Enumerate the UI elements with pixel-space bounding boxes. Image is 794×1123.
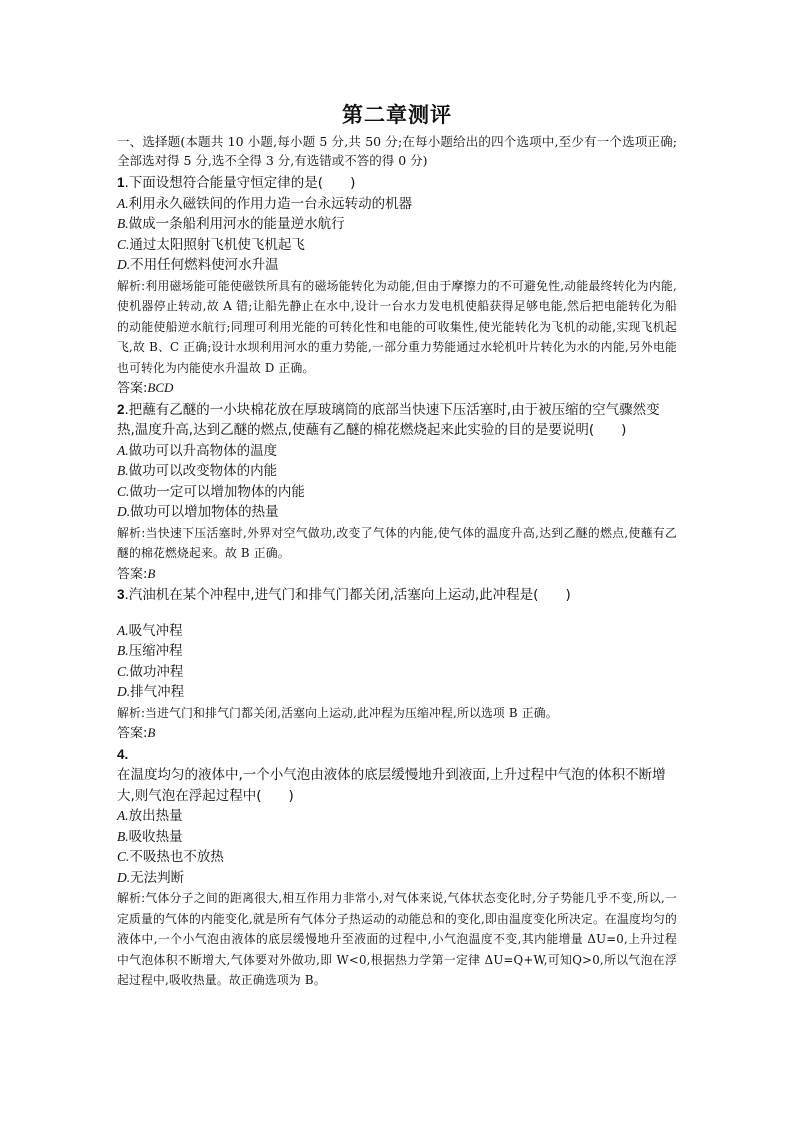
option-letter: A. [117, 195, 129, 211]
option-text: 做功冲程 [129, 663, 184, 680]
analysis [117, 703, 677, 724]
answer-label: 答案: [117, 381, 148, 396]
spacer [117, 606, 677, 621]
option-c [117, 847, 677, 868]
option-text: 做功可以升高物体的温度 [128, 442, 278, 459]
option-letter: C. [117, 236, 130, 252]
option-a [117, 806, 677, 827]
option-letter: C. [117, 849, 130, 864]
question-number: 4 [117, 746, 125, 762]
question-text: .汽油机在某个冲程中,进气门和排气门都关闭,活塞向上运动,此冲程是( ) [124, 587, 571, 603]
option-c [117, 235, 677, 256]
analysis-label: 解析: [117, 525, 146, 540]
option-a [117, 194, 677, 215]
option-b [117, 214, 677, 235]
option-text: 利用永久磁铁间的作用力造一台永远转动的机器 [128, 195, 413, 212]
option-letter: D. [117, 869, 131, 885]
answer-value: B [147, 725, 156, 740]
option-text: 做功可以改变物体的内能 [128, 463, 278, 479]
option-letter: C. [117, 483, 130, 499]
option-letter: A. [117, 808, 129, 823]
answer [117, 378, 677, 400]
option-b [117, 827, 677, 848]
analysis-label: 解析: [117, 278, 146, 293]
option-letter: B. [117, 216, 129, 231]
question-number-line [117, 745, 677, 766]
option-letter: B. [117, 643, 129, 658]
page-title: 第二章测评 [342, 103, 452, 127]
option-text: 不用任何燃料使河水升温 [130, 257, 279, 273]
option-d [117, 868, 677, 889]
question-number-suffix: . [124, 746, 129, 762]
option-text: 吸气冲程 [128, 622, 183, 639]
question-4 [117, 745, 677, 991]
question-text: .下面设想符合能量守恒定律的是( ) [124, 175, 356, 191]
option-text: 通过太阳照射飞机使飞机起飞 [129, 236, 305, 253]
option-text: 做功可以增加物体的热量 [130, 504, 279, 520]
option-a [117, 441, 677, 462]
analysis-text: 当进气门和排气门都关闭,活塞向上运动,此冲程为压缩冲程,所以选项 B 正确。 [145, 705, 558, 720]
option-text: 做成一条船利用河水的能量逆水航行 [128, 216, 345, 232]
option-a [117, 621, 677, 642]
option-letter: B. [117, 828, 129, 844]
option-d [117, 255, 677, 276]
question-stem [117, 173, 677, 194]
option-letter: C. [117, 663, 130, 679]
analysis [117, 888, 677, 991]
question-text: 在温度均匀的液体中,一个小气泡由液体的底层缓慢地升到液面,上升过程中气泡的体积不断增大,则气泡在浮起过程中( ) [117, 767, 666, 804]
option-text: 无法判断 [130, 869, 185, 886]
question-stem [117, 585, 677, 606]
answer-value: BCD [147, 380, 174, 395]
question-number: 2 [117, 401, 125, 417]
option-letter: D. [117, 504, 131, 519]
analysis-text: 利用磁场能可能使磁铁所具有的磁场能转化为动能,但由于摩擦力的不可避免性,动能最终转化为内能,使机器停止转动,故 A 错;让船先静止在水中,设计一台水力发电机使船获得足够电能,然后把电能转化为船的动能使船逆水航行;同理可利用光能的可转化性和电能的可收集性,使光能转化为飞机的动能,实现飞机起飞,故 B、C 正确;设计水坝利用河水的重力势能,一部分重力势能通过水轮机叶片转化为水的内能,另外电能也可转化为内能使水升温故 D 正确。 [117, 278, 678, 375]
question-2 [117, 400, 677, 586]
option-letter: D. [117, 257, 131, 272]
option-letter: A. [117, 442, 129, 458]
option-text: 排气冲程 [130, 684, 185, 700]
option-d [117, 502, 677, 523]
option-c [117, 662, 677, 683]
question-3 [117, 585, 677, 745]
option-letter: B. [117, 463, 129, 478]
question-1 [117, 173, 677, 400]
answer [117, 723, 677, 745]
option-text: 放出热量 [128, 808, 183, 824]
option-b [117, 461, 677, 482]
answer-label: 答案: [117, 566, 148, 582]
analysis [117, 523, 677, 564]
question-stem [117, 400, 677, 441]
analysis-label: 解析: [117, 705, 146, 720]
analysis-text: 气体分子之间的距离很大,相互作用力非常小,对气体来说,气体状态变化时,分子势能几乎不变,所以,一定质量的气体的内能变化,就是所有气体分子热运动的动能总和的变化,即由温度变化所决定。在温度均匀的液体中,一个小气泡由液体的底层缓慢地升至液面的过程中,小气泡温度不变,其内能增量 ΔU=0,上升过程中气泡体积不断增大,气体要对外做功,即 W<0,根据热力学第一定律 ΔU=Q+W,可知Q>0,所以气泡在浮起过程中,吸收热量。故正确选项为 B。 [117, 891, 677, 987]
analysis-text: 当快速下压活塞时,外界对空气做功,改变了气体的内能,使气体的温度升高,达到乙醚的燃点,使蘸有乙醚的棉花燃烧起来。故 B 正确。 [117, 525, 678, 560]
option-text: 不吸热也不放热 [129, 849, 224, 865]
option-b [117, 641, 677, 662]
answer-value: B [147, 565, 156, 581]
option-text: 吸收热量 [128, 828, 183, 845]
question-number: 3 [117, 587, 125, 602]
option-d [117, 682, 677, 703]
answer-label: 答案: [117, 726, 148, 741]
question-text: .把蘸有乙醚的一小块棉花放在厚玻璃筒的底部当快速下压活塞时,由于被压缩的空气骤然变热,温度升高,达到乙醚的燃点,使蘸有乙醚的棉花燃烧起来此实验的目的是要说明( ) [117, 401, 660, 438]
option-letter: D. [117, 684, 131, 699]
option-c [117, 482, 677, 503]
option-text: 做功一定可以增加物体的内能 [129, 483, 305, 500]
section-intro: 一、选择题(本题共 10 小题,每小题 5 分,共 50 分;在每小题给出的四个选项中,至少有一个选项正确;全部选对得 5 分,选不全得 3 分,有选错或不答的得 0 分) [117, 134, 677, 168]
analysis [117, 276, 677, 379]
answer [117, 564, 677, 586]
option-letter: A. [117, 622, 129, 638]
option-text: 压缩冲程 [128, 643, 183, 659]
analysis-label: 解析: [117, 891, 146, 905]
question-number: 1 [117, 175, 125, 190]
